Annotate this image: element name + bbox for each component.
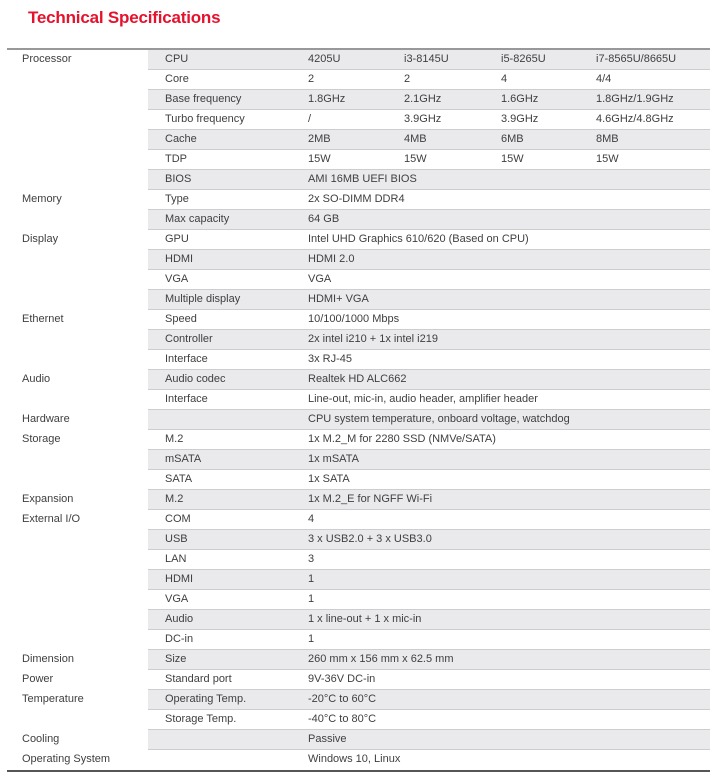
category-cell <box>7 70 148 90</box>
spec-value-cell: AMI 16MB UEFI BIOS <box>307 170 710 190</box>
spec-label-cell: Cache <box>148 130 307 150</box>
table-row <box>7 570 710 590</box>
table-row <box>7 430 710 450</box>
spec-value-cell: HDMI+ VGA <box>307 290 710 310</box>
spec-label-cell: Storage Temp. <box>148 710 307 730</box>
spec-value-cell: i5-8265U <box>500 50 595 70</box>
category-cell <box>7 90 148 110</box>
table-row <box>7 130 710 150</box>
spec-value-cell: 2 <box>403 70 500 90</box>
table-row <box>7 230 710 250</box>
spec-label-cell: Speed <box>148 310 307 330</box>
table-row <box>7 110 710 130</box>
table-row <box>7 150 710 170</box>
category-cell <box>7 590 148 610</box>
spec-value-cell: 4.6GHz/4.8GHz <box>595 110 710 130</box>
spec-value-cell: 1 <box>307 590 710 610</box>
category-cell: Operating System <box>7 750 148 770</box>
spec-label-cell: mSATA <box>148 450 307 470</box>
spec-value-cell: 3 x USB2.0 + 3 x USB3.0 <box>307 530 710 550</box>
spec-value-cell: HDMI 2.0 <box>307 250 710 270</box>
spec-value-cell: 15W <box>500 150 595 170</box>
spec-label-cell: HDMI <box>148 570 307 590</box>
category-cell <box>7 470 148 490</box>
category-cell <box>7 290 148 310</box>
category-cell <box>7 130 148 150</box>
table-row <box>7 650 710 670</box>
spec-value-cell: 3.9GHz <box>500 110 595 130</box>
table-row <box>7 510 710 530</box>
spec-label-cell: LAN <box>148 550 307 570</box>
spec-value-cell: 1.8GHz/1.9GHz <box>595 90 710 110</box>
spec-value-cell: 15W <box>403 150 500 170</box>
spec-label-cell: Operating Temp. <box>148 690 307 710</box>
table-row <box>7 210 710 230</box>
table-row <box>7 370 710 390</box>
category-cell: Display <box>7 230 148 250</box>
spec-value-cell: 10/100/1000 Mbps <box>307 310 710 330</box>
table-row <box>7 470 710 490</box>
spec-value-cell: 1x M.2_E for NGFF Wi-Fi <box>307 490 710 510</box>
spec-label-cell: GPU <box>148 230 307 250</box>
spec-value-cell: 6MB <box>500 130 595 150</box>
table-row <box>7 670 710 690</box>
table-row <box>7 90 710 110</box>
spec-value-cell: i7-8565U/8665U <box>595 50 710 70</box>
table-row <box>7 690 710 710</box>
spec-value-cell: 3.9GHz <box>403 110 500 130</box>
category-cell: Temperature <box>7 690 148 710</box>
category-cell <box>7 150 148 170</box>
spec-label-cell: SATA <box>148 470 307 490</box>
table-row <box>7 270 710 290</box>
spec-value-cell: 4MB <box>403 130 500 150</box>
category-cell <box>7 390 148 410</box>
spec-value-cell: 64 GB <box>307 210 710 230</box>
table-row <box>7 350 710 370</box>
table-row <box>7 590 710 610</box>
category-cell <box>7 610 148 630</box>
table-row <box>7 290 710 310</box>
spec-value-cell: VGA <box>307 270 710 290</box>
spec-label-cell <box>148 750 307 770</box>
spec-label-cell: Turbo frequency <box>148 110 307 130</box>
category-cell: Power <box>7 670 148 690</box>
category-cell <box>7 550 148 570</box>
spec-value-cell: Realtek HD ALC662 <box>307 370 710 390</box>
spec-label-cell: TDP <box>148 150 307 170</box>
spec-label-cell: Multiple display <box>148 290 307 310</box>
spec-value-cell: 2.1GHz <box>403 90 500 110</box>
spec-label-cell: Size <box>148 650 307 670</box>
table-row <box>7 710 710 730</box>
table-row <box>7 410 710 430</box>
category-cell <box>7 570 148 590</box>
spec-value-cell: i3-8145U <box>403 50 500 70</box>
spec-value-cell: CPU system temperature, onboard voltage, watchdog <box>307 410 710 430</box>
spec-label-cell: M.2 <box>148 430 307 450</box>
category-cell <box>7 330 148 350</box>
table-row <box>7 250 710 270</box>
spec-label-cell: VGA <box>148 270 307 290</box>
category-cell: Memory <box>7 190 148 210</box>
spec-label-cell: Interface <box>148 390 307 410</box>
spec-label-cell: Core <box>148 70 307 90</box>
spec-value-cell: -20°C to 60°C <box>307 690 710 710</box>
spec-label-cell: M.2 <box>148 490 307 510</box>
spec-value-cell: Intel UHD Graphics 610/620 (Based on CPU) <box>307 230 710 250</box>
spec-value-cell: 1x SATA <box>307 470 710 490</box>
spec-value-cell: 9V-36V DC-in <box>307 670 710 690</box>
table-row <box>7 190 710 210</box>
spec-label-cell: Interface <box>148 350 307 370</box>
category-cell: Expansion <box>7 490 148 510</box>
table-row <box>7 530 710 550</box>
table-row <box>7 630 710 650</box>
table-row <box>7 50 710 70</box>
spec-label-cell <box>148 730 307 750</box>
table-row <box>7 610 710 630</box>
spec-label-cell: Controller <box>148 330 307 350</box>
table-row <box>7 310 710 330</box>
table-row <box>7 730 710 750</box>
category-cell <box>7 710 148 730</box>
spec-value-cell: 1 x line-out + 1 x mic-in <box>307 610 710 630</box>
category-cell <box>7 170 148 190</box>
spec-value-cell: 1 <box>307 570 710 590</box>
category-cell: Ethernet <box>7 310 148 330</box>
category-cell: Cooling <box>7 730 148 750</box>
spec-value-cell: 260 mm x 156 mm x 62.5 mm <box>307 650 710 670</box>
spec-value-cell: Windows 10, Linux <box>307 750 710 770</box>
spec-value-cell: 2MB <box>307 130 403 150</box>
spec-value-cell: / <box>307 110 403 130</box>
spec-value-cell: 1.6GHz <box>500 90 595 110</box>
category-cell <box>7 450 148 470</box>
spec-value-cell: Line-out, mic-in, audio header, amplifier header <box>307 390 710 410</box>
spec-value-cell: 8MB <box>595 130 710 150</box>
table-row <box>7 330 710 350</box>
spec-label-cell: Audio codec <box>148 370 307 390</box>
spec-label-cell: USB <box>148 530 307 550</box>
table-row <box>7 70 710 90</box>
spec-value-cell: 3x RJ-45 <box>307 350 710 370</box>
category-cell: Hardware <box>7 410 148 430</box>
category-cell <box>7 210 148 230</box>
spec-value-cell: 3 <box>307 550 710 570</box>
spec-value-cell: 1 <box>307 630 710 650</box>
category-cell <box>7 110 148 130</box>
spec-value-cell: 2x intel i210 + 1x intel i219 <box>307 330 710 350</box>
spec-value-cell: 1.8GHz <box>307 90 403 110</box>
spec-label-cell: VGA <box>148 590 307 610</box>
spec-label-cell: HDMI <box>148 250 307 270</box>
category-cell: Audio <box>7 370 148 390</box>
spec-value-cell: 4 <box>500 70 595 90</box>
spec-value-cell: 2x SO-DIMM DDR4 <box>307 190 710 210</box>
spec-value-cell: 4/4 <box>595 70 710 90</box>
category-cell: Processor <box>7 50 148 70</box>
spec-label-cell: Standard port <box>148 670 307 690</box>
table-row <box>7 750 710 770</box>
spec-label-cell: BIOS <box>148 170 307 190</box>
spec-table <box>7 48 710 772</box>
table-row <box>7 550 710 570</box>
category-cell <box>7 250 148 270</box>
spec-label-cell: Audio <box>148 610 307 630</box>
spec-value-cell: 15W <box>595 150 710 170</box>
spec-value-cell: 4 <box>307 510 710 530</box>
table-row <box>7 450 710 470</box>
spec-label-cell <box>148 410 307 430</box>
category-cell <box>7 350 148 370</box>
category-cell <box>7 630 148 650</box>
spec-value-cell: 4205U <box>307 50 403 70</box>
category-cell <box>7 530 148 550</box>
table-row <box>7 170 710 190</box>
spec-label-cell: DC-in <box>148 630 307 650</box>
spec-value-cell: 1x M.2_M for 2280 SSD (NMVe/SATA) <box>307 430 710 450</box>
category-cell <box>7 270 148 290</box>
category-cell: Dimension <box>7 650 148 670</box>
spec-value-cell: -40°C to 80°C <box>307 710 710 730</box>
spec-label-cell: Type <box>148 190 307 210</box>
table-row <box>7 390 710 410</box>
spec-value-cell: 15W <box>307 150 403 170</box>
page-title: Technical Specifications <box>28 8 221 27</box>
spec-value-cell: 1x mSATA <box>307 450 710 470</box>
category-cell: External I/O <box>7 510 148 530</box>
spec-value-cell: Passive <box>307 730 710 750</box>
table-row <box>7 490 710 510</box>
spec-label-cell: COM <box>148 510 307 530</box>
spec-label-cell: Base frequency <box>148 90 307 110</box>
spec-label-cell: Max capacity <box>148 210 307 230</box>
category-cell: Storage <box>7 430 148 450</box>
spec-value-cell: 2 <box>307 70 403 90</box>
spec-label-cell: CPU <box>148 50 307 70</box>
